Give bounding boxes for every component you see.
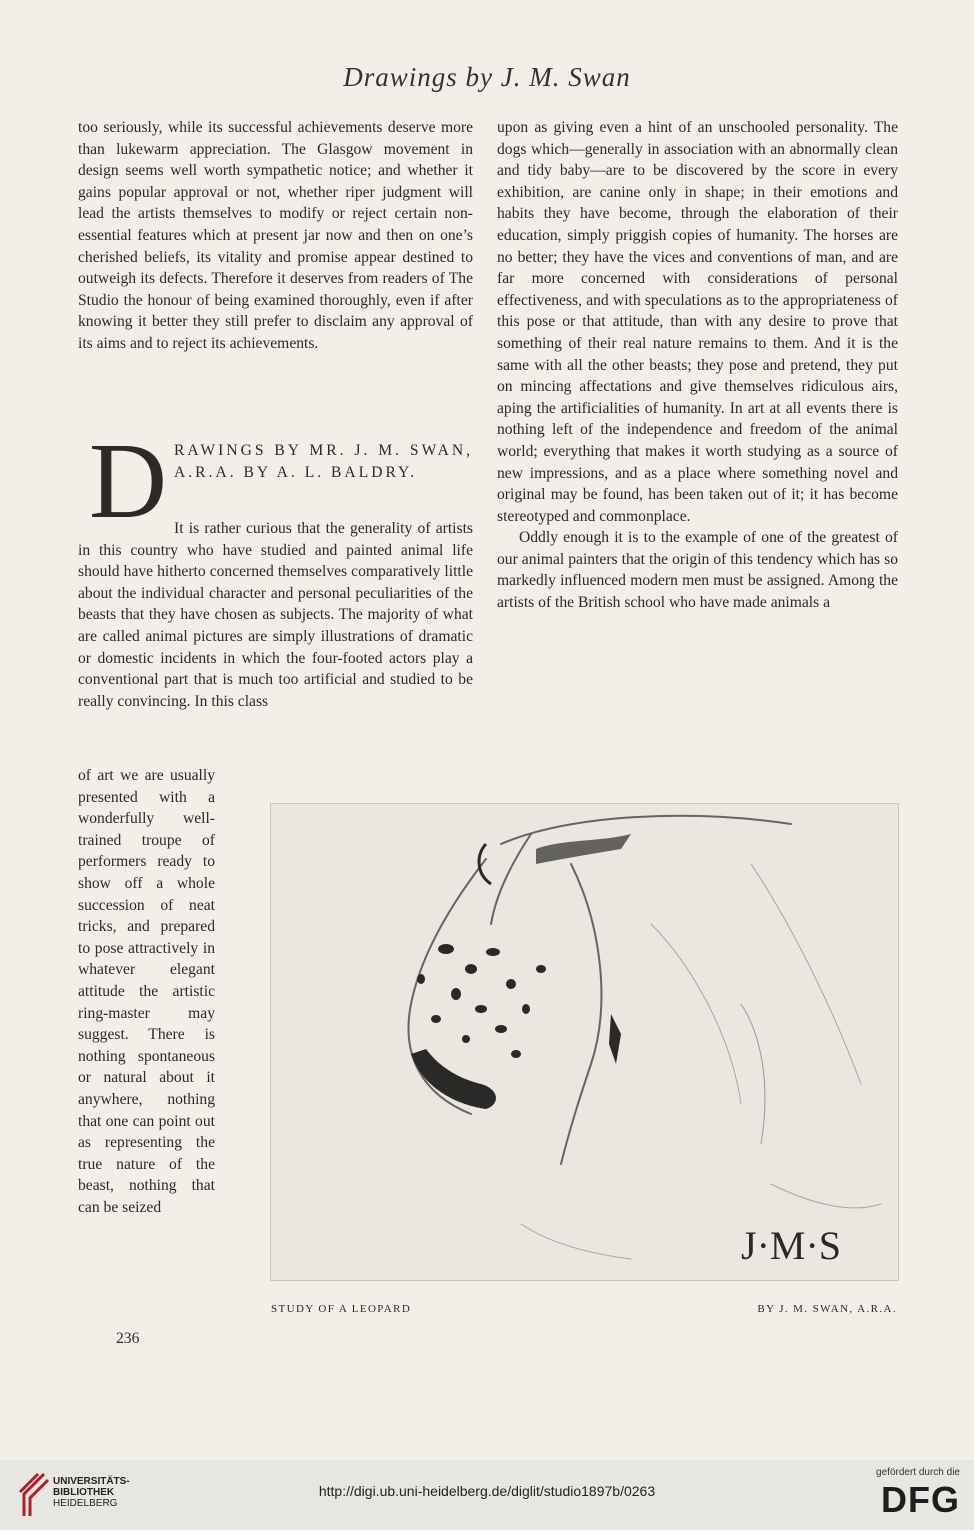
drop-cap: D [89, 422, 167, 541]
left-column-top [78, 117, 473, 355]
paragraph: of art we are usually presented with a wonderfully well-trained troupe of performers ready to show off a whole succession of neat tricks, and prepared to pose attractively in whatever elegant attitude the artistic ring-master may suggest. There is nothing spontaneous or natural about it anywhere, nothing that one can point out as representing the true nature of the beast, nothing that can be seized [78, 767, 215, 1216]
sponsor-label: gefördert durch die [876, 1467, 960, 1478]
paragraph: It is rather curious that the generality of artists in this country who have studied and painted animal life should have hitherto concerned themselves comparatively little about the individual character and personal peculiarities of the beasts that they have chosen as subjects. The majority of what are called animal pictures are simply illustrations of dramatic or domestic incidents in which the four-footed actors play a conventional part that is much too artificial and studied to be really convincing. In this class [78, 520, 473, 710]
article-title: RAWINGS BY MR. J. M. SWAN, A.R.A. BY A. L. BALDRY. [174, 442, 473, 481]
dfg-logo: DFG [881, 1479, 960, 1520]
paragraph: too seriously, while its successful achievements deserve more than lukewarm appreciation. The Glasgow movement in design seems well worth sympathetic notice; and whether it gains popular approval or not, whether riper judgment will lead the artists themselves to modify or reject certain non-essential features which at present jar now and then on one’s cherished beliefs, its vitality and promise appear destined to outweigh its defects. Therefore it deserves from readers of The Studio the honour of being examined thoroughly, even if after knowing it better they still prefer to disclaim any approval of its aims and to reject its achievements. [78, 119, 473, 352]
paragraph: Oddly enough it is to the example of one of the greatest of our animal painters that the origin of this tendency which has so markedly influenced modern men must be assigned. Among the artists of the British school who have made animals a [497, 529, 898, 612]
footer-bar [0, 1460, 974, 1530]
article-heading [78, 422, 473, 541]
permalink[interactable]: http://digi.ub.uni-heidelberg.de/diglit/studio1897b/0263 [318, 1483, 656, 1499]
running-head: Drawings by J. M. Swan [343, 62, 631, 92]
right-column [497, 117, 898, 614]
figure-credit: BY J. M. SWAN, A.R.A. [757, 1303, 897, 1315]
left-column-narrow [78, 765, 215, 1218]
library-name: UNIVERSITÄTS- BIBLIOTHEK HEIDELBERG [53, 1476, 130, 1509]
leopard-sketch-illustration [271, 804, 898, 1280]
paragraph: upon as giving even a hint of an unschooled personality. The dogs which—generally in association with an abnormally clean and tidy baby—are to be discovered by the score in every exhibition, are canine only in shape; in their emotions and habits they have become, through the elaboration of their education, simply priggish copies of humanity. The horses are no better; they have the vices and conventions of man, and are far more concerned with considerations of personal effectiveness, and with speculations as to the appropriateness of this pose or that attitude, than with any desire to prove that something of their real nature remains to them. And it is the same with all the other beasts; they pose and pretend, they put on mincing affectations and give themselves ridiculous airs, aping the artificialities of humanity. In art at all events there is nothing left of the independence and freedom of the animal world; everything that makes it worth studying as a source of new impressions, and as a place where something novel and original may be found, has been taken out of it; it has become stereotyped and commonplace. [497, 119, 898, 525]
page-number: 236 [116, 1330, 140, 1347]
leopard-drawing [270, 803, 899, 1281]
artist-monogram: J·M·S [741, 1223, 842, 1268]
left-column-middle [78, 518, 473, 712]
figure-caption: STUDY OF A LEOPARD [271, 1303, 412, 1315]
